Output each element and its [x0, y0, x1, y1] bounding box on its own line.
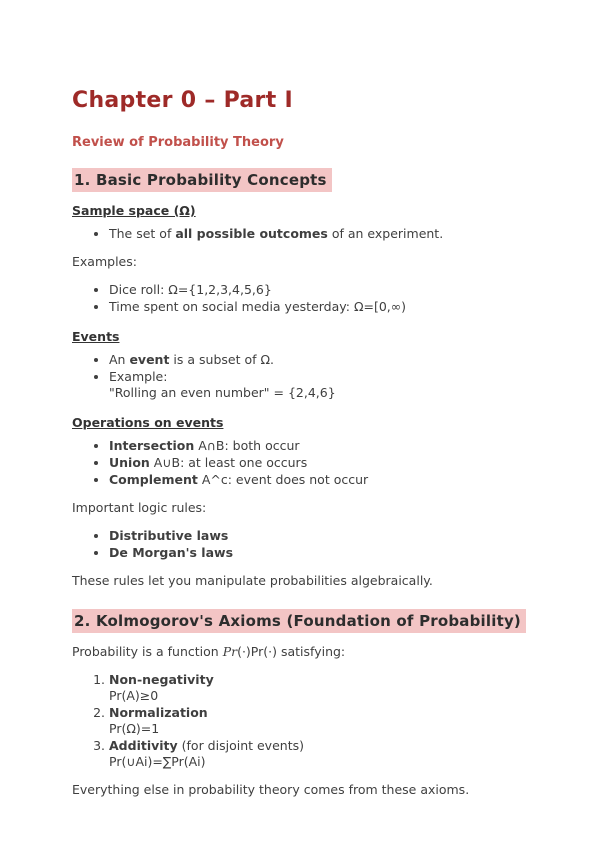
list-item: • The set of all possible outcomes of an experiment.	[109, 226, 538, 242]
logic-rules-bullets	[72, 528, 538, 561]
events-bullets	[72, 352, 538, 401]
list-item: • An event is a subset of Ω.	[109, 352, 538, 368]
chapter-subtitle: Review of Probability Theory	[72, 135, 284, 150]
axiom-item	[109, 705, 538, 737]
axiom-item	[109, 738, 538, 770]
section-1-heading: 1. Basic Probability Concepts	[72, 168, 332, 192]
axiom-formula: Pr(∪Ai)=∑Pr(Ai)	[109, 754, 206, 769]
section-1	[72, 170, 538, 189]
section-2-heading: 2. Kolmogorov's Axioms (Foundation of Probability)	[72, 609, 526, 633]
list-item: • Dice roll: Ω={1,2,3,4,5,6}	[109, 282, 538, 298]
list-item: • Union A∪B: at least one occurs	[109, 455, 538, 471]
section-2-closing: Everything else in probability theory comes from these axioms.	[72, 782, 470, 797]
axiom-formula: Pr(A)≥0	[109, 688, 159, 703]
list-item: • Complement A^c: event does not occur	[109, 472, 538, 488]
sample-space-heading: Sample space (Ω)	[72, 203, 196, 218]
sample-space-bullets	[72, 226, 538, 242]
events-heading: Events	[72, 329, 120, 344]
axiom-name: Additivity	[109, 738, 178, 753]
list-item: • Time spent on social media yesterday: Ω=[0,∞)	[109, 299, 538, 315]
axiom-item	[109, 672, 538, 704]
axiom-name: Non-negativity	[109, 672, 214, 687]
logic-rules-label: Important logic rules:	[72, 500, 207, 515]
examples-label: Examples:	[72, 254, 137, 269]
axioms-list	[72, 672, 538, 770]
section-1-closing: These rules let you manipulate probabilities algebraically.	[72, 573, 433, 588]
axioms-intro: Probability is a function Pr(·)Pr(·) satisfying:	[72, 644, 346, 659]
list-item	[109, 369, 538, 401]
example-label: • Example:	[109, 369, 168, 384]
axiom-formula: Pr(Ω)=1	[109, 721, 160, 736]
chapter-title: Chapter 0 – Part I	[72, 88, 293, 113]
list-item: • Intersection A∩B: both occur	[109, 438, 538, 454]
list-item: • De Morgan's laws	[109, 545, 538, 561]
example-value: "Rolling an even number" = {2,4,6}	[109, 385, 336, 400]
axiom-name: Normalization	[109, 705, 208, 720]
axiom-suffix: (for disjoint events)	[177, 738, 304, 753]
list-item: • Distributive laws	[109, 528, 538, 544]
section-2	[72, 611, 538, 630]
examples-bullets	[72, 282, 538, 315]
operations-bullets	[72, 438, 538, 488]
operations-heading: Operations on events	[72, 415, 224, 430]
